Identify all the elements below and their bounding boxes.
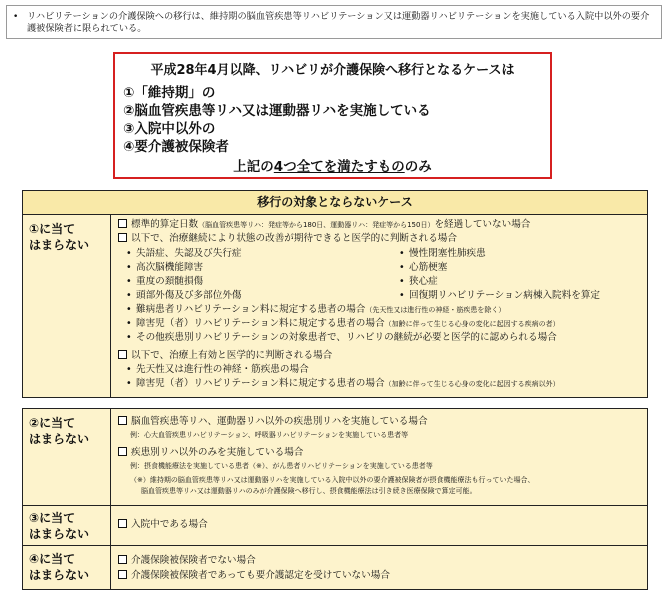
row-label-line: ①に当て bbox=[29, 222, 76, 236]
bullet-icon: • bbox=[126, 304, 132, 315]
row-label-2 bbox=[29, 415, 89, 447]
text: 重度の頚髄損傷 bbox=[136, 276, 204, 287]
small-text: （先天性又は進行性の神経・筋疾患を除く） bbox=[365, 306, 506, 314]
row-standard-days bbox=[118, 219, 530, 231]
text: 狭心症 bbox=[409, 276, 438, 287]
small-text: （脳血管疾患等リハ：発症等から180日、運動器リハ：発症等から150日） bbox=[198, 221, 435, 229]
list-item bbox=[399, 248, 486, 260]
condition-item: ③入院中以外の bbox=[123, 121, 216, 137]
text: 介護保険被保険者でない場合 bbox=[131, 555, 256, 566]
row-not-certified bbox=[118, 570, 390, 582]
text: 介護保険被保険者であっても要介護認定を受けていない場合 bbox=[131, 570, 390, 581]
row-label-line: はまらない bbox=[29, 238, 90, 252]
row-label-line: はまらない bbox=[29, 527, 90, 541]
row-other-rehab bbox=[118, 416, 428, 428]
bullet-icon: • bbox=[126, 276, 132, 287]
exclusion-table-header: 移行の対象とならないケース bbox=[23, 191, 647, 215]
conclusion-post: のみ bbox=[404, 159, 432, 175]
text: 脳血管疾患等リハ、運動器リハ以外の疾患別リハを実施している場合 bbox=[131, 416, 428, 427]
row-not-insured bbox=[118, 555, 256, 567]
list-item bbox=[126, 248, 242, 260]
bullet-icon: • bbox=[399, 290, 405, 301]
list-item bbox=[126, 364, 309, 376]
list-item bbox=[126, 318, 560, 330]
list-item bbox=[126, 304, 505, 316]
top-note-box bbox=[6, 5, 662, 39]
row-label-1 bbox=[29, 221, 89, 253]
row-inpatient bbox=[118, 519, 208, 531]
checkbox-square-icon bbox=[118, 233, 127, 242]
bullet-icon: • bbox=[399, 276, 405, 287]
text: 以下で、治療継続により状態の改善が期待できると医学的に判断される場合 bbox=[131, 233, 457, 244]
text: 高次脳機能障害 bbox=[136, 262, 204, 273]
column-divider bbox=[110, 215, 111, 398]
condition-item: ④要介護被保険者 bbox=[123, 139, 229, 155]
list-item bbox=[399, 276, 438, 288]
row-label-line: ③に当て bbox=[29, 511, 76, 525]
top-note-bullet: • bbox=[13, 12, 19, 22]
bullet-icon: • bbox=[126, 290, 132, 301]
conclusion-emphasis: 4つ全てを満たすもの bbox=[273, 159, 405, 175]
top-note-text: リハビリテーションの介護保険への移行は、維持期の脳血管疾患等リハビリテーション又は運動器リハビリテーションを実施している入院中以外の要介護被保険者に限られている。 bbox=[27, 11, 650, 34]
checkbox-square-icon bbox=[118, 447, 127, 456]
bullet-icon: • bbox=[126, 318, 132, 329]
footnote-line: 脳血管疾患等リハ又は運動器リハのみが介護保険へ移行し、摂食機能療法は引き続き医療保険で算定可能。 bbox=[141, 487, 477, 495]
checkbox-square-icon bbox=[118, 519, 127, 528]
conditions-box bbox=[113, 52, 552, 179]
text: 先天性又は進行性の神経・筋疾患の場合 bbox=[136, 364, 309, 375]
text: 頭部外傷及び多部位外傷 bbox=[136, 290, 242, 301]
bullet-icon: • bbox=[399, 262, 405, 273]
row-label-line: ④に当て bbox=[29, 552, 76, 566]
footnote-line: （※）維持期の脳血管疾患等リハ又は運動器リハを実施している入院中以外の要介護被保険者が摂食機能療法も行っていた場合、 bbox=[130, 476, 535, 484]
checkbox-square-icon bbox=[118, 219, 127, 228]
text: 入院中である場合 bbox=[131, 519, 208, 530]
checkbox-square-icon bbox=[118, 570, 127, 579]
row-label-line: はまらない bbox=[29, 568, 90, 582]
text: 標準的算定日数 bbox=[131, 219, 199, 230]
exclusion-table-2 bbox=[22, 408, 648, 590]
row-label-3 bbox=[29, 510, 89, 542]
text: 回復期リハビリテーション病棟入院料を算定 bbox=[409, 290, 601, 301]
row-divider bbox=[23, 545, 648, 546]
list-item bbox=[126, 290, 242, 302]
bullet-icon: • bbox=[126, 262, 132, 273]
example-note: 例：摂食機能療法を実施している患者（※）、がん患者リハビリテーションを実施している患者等 bbox=[130, 462, 433, 470]
conditions-title: 平成28年4月以降、リハビリが介護保険へ移行となるケースは bbox=[150, 63, 515, 78]
bullet-icon: • bbox=[126, 364, 132, 375]
row-therapeutic bbox=[118, 350, 332, 362]
small-text: （加齢に伴って生じる心身の変化に起因する疾病以外） bbox=[384, 380, 560, 388]
conclusion-pre: 上記の bbox=[233, 159, 274, 175]
small-text: （加齢に伴って生じる心身の変化に起因する疾病の者） bbox=[384, 320, 560, 328]
list-item bbox=[126, 378, 560, 390]
condition-item: ①「維持期」の bbox=[123, 85, 216, 101]
checkbox-square-icon bbox=[118, 416, 127, 425]
text: 障害児（者）リハビリテーション料に規定する患者の場合 bbox=[136, 378, 385, 389]
text: 以下で、治療上有効と医学的に判断される場合 bbox=[131, 350, 333, 361]
text: 難病患者リハビリテーション料に規定する患者の場合 bbox=[136, 304, 366, 315]
checkbox-square-icon bbox=[118, 350, 127, 359]
list-item bbox=[399, 262, 447, 274]
bullet-icon: • bbox=[126, 332, 132, 343]
row-non-disease-rehab bbox=[118, 447, 303, 459]
list-item bbox=[399, 290, 600, 302]
bullet-icon: • bbox=[126, 248, 132, 259]
text: 疾患別リハ以外のみを実施している場合 bbox=[131, 447, 304, 458]
text: 失語症、失認及び失行症 bbox=[136, 248, 242, 259]
checkbox-square-icon bbox=[118, 555, 127, 564]
list-item bbox=[126, 262, 203, 274]
text: 障害児（者）リハビリテーション料に規定する患者の場合 bbox=[136, 318, 385, 329]
text: 慢性閉塞性肺疾患 bbox=[409, 248, 486, 259]
conditions-conclusion bbox=[115, 155, 550, 175]
row-label-4 bbox=[29, 551, 89, 583]
example-note: 例：心大血管疾患リハビリテーション、呼吸器リハビリテーションを実施している患者等 bbox=[130, 431, 409, 439]
exclusion-table-1 bbox=[22, 190, 648, 398]
bullet-icon: • bbox=[126, 378, 132, 389]
list-item bbox=[126, 276, 203, 288]
column-divider bbox=[110, 409, 111, 590]
text: を経過していない場合 bbox=[434, 219, 531, 230]
list-item bbox=[126, 332, 557, 344]
bullet-icon: • bbox=[399, 248, 405, 259]
row-label-line: ②に当て bbox=[29, 416, 76, 430]
row-label-line: はまらない bbox=[29, 432, 90, 446]
condition-item: ②脳血管疾患等リハ又は運動器リハを実施している bbox=[123, 103, 431, 119]
row-divider bbox=[23, 505, 648, 506]
row-improvement bbox=[118, 233, 457, 245]
text: その他疾患別リハビリテーションの対象患者で、リハビリの継続が必要と医学的に認められる場合 bbox=[136, 332, 557, 343]
text: 心筋梗塞 bbox=[409, 262, 448, 273]
